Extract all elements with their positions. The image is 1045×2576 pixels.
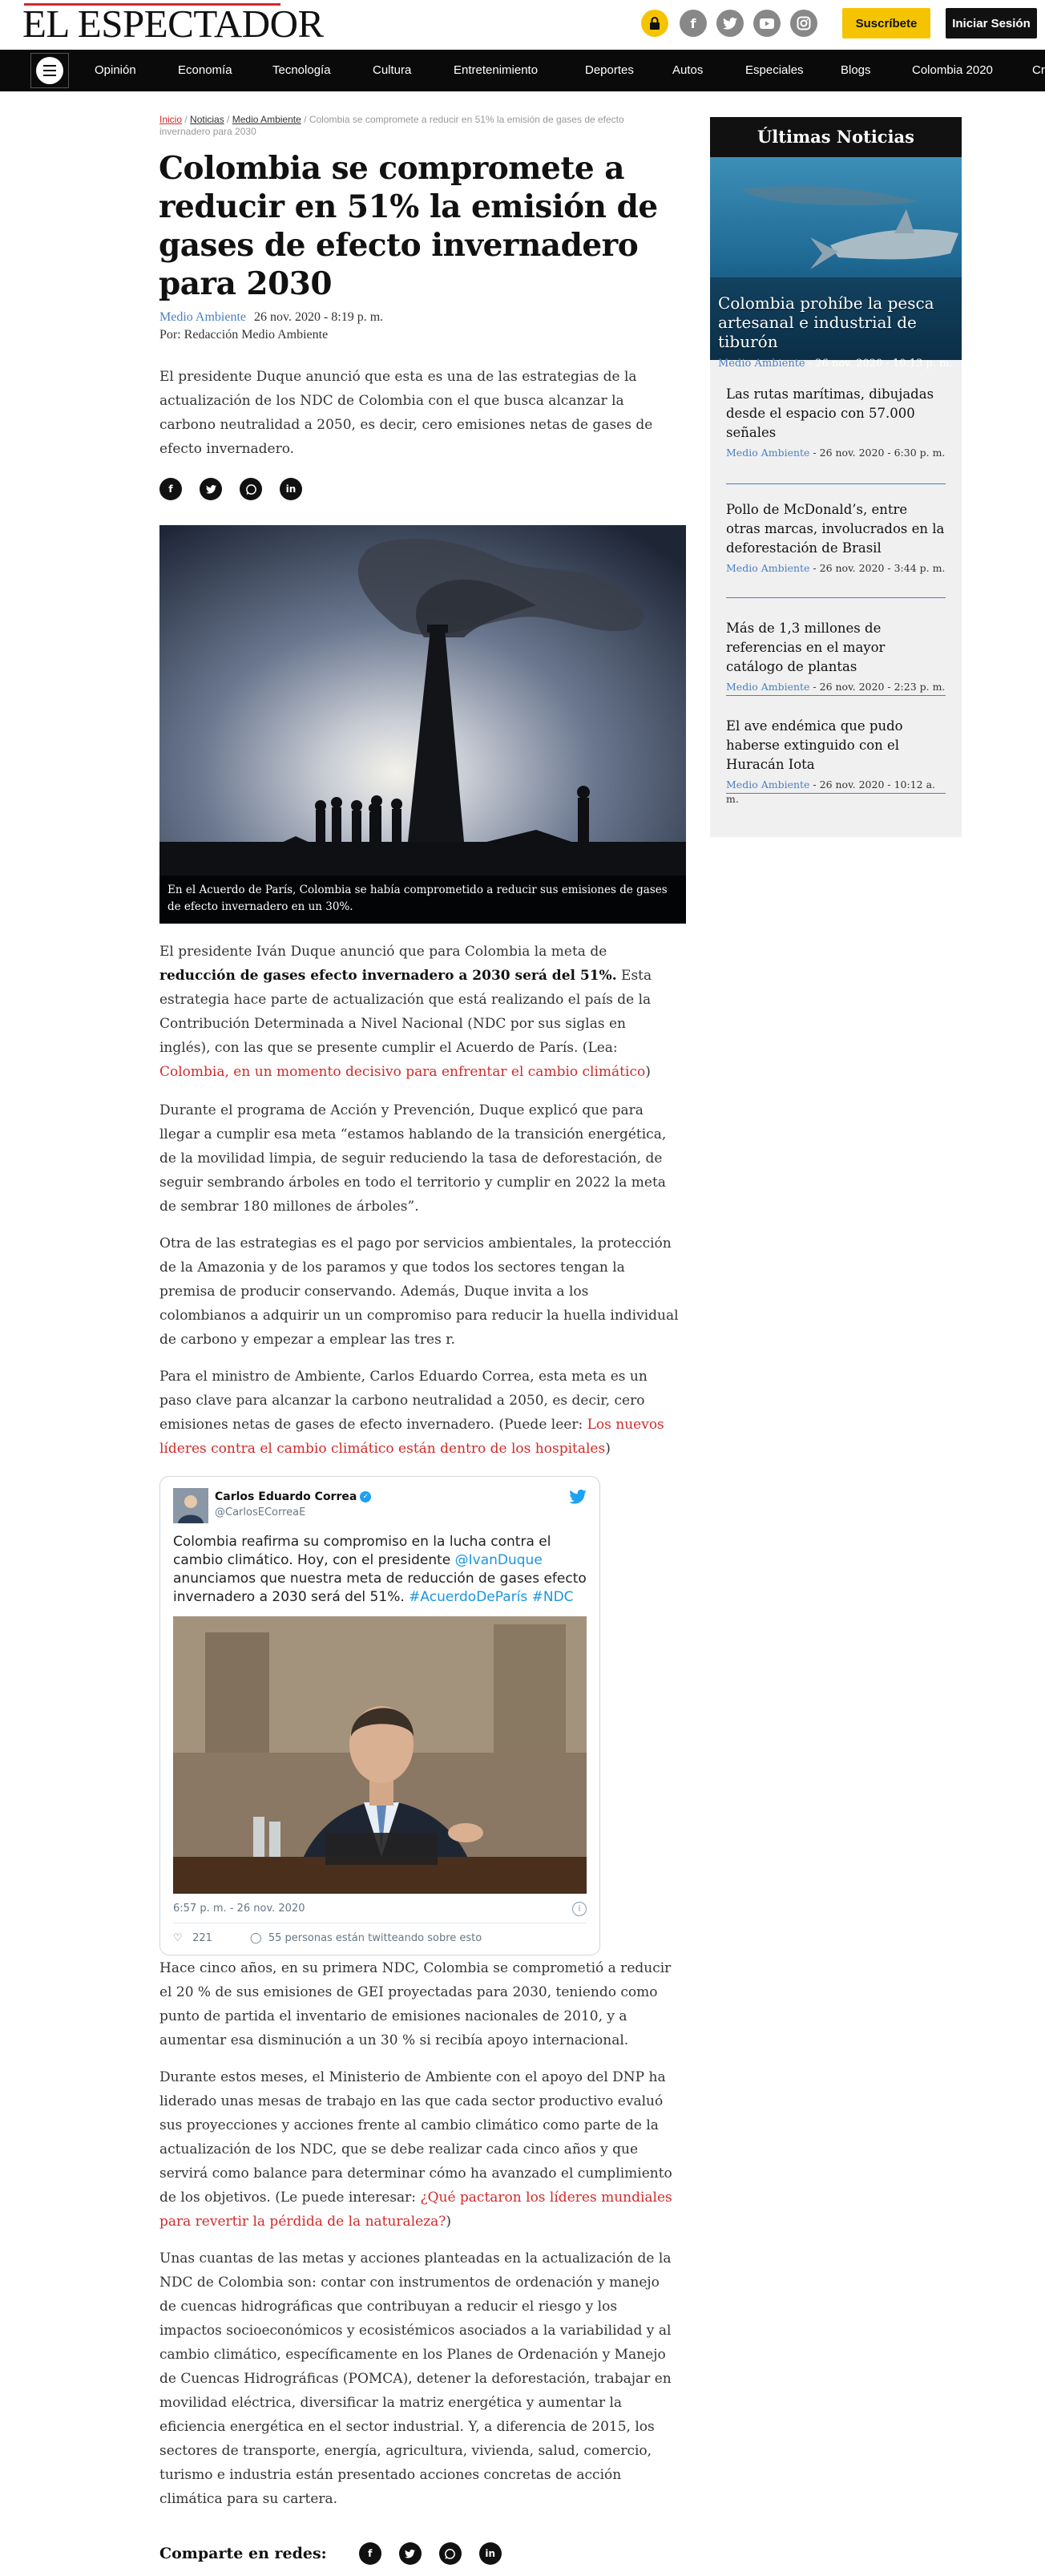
photo-caption: En el Acuerdo de París, Colombia se había comprometido a reducir sus emisiones de gases de efecto invernadero en un 30%.: [159, 876, 686, 924]
nav-item-entretenimiento[interactable]: Entretenimiento: [454, 63, 539, 77]
hamburger-icon: [36, 57, 63, 84]
article-paragraph: El presidente Iván Duque anunció que para Colombia la meta de reducción de gases efecto invernadero a 2030 será del 51%. Esta estrategia hace parte de actualización que está realizando el país de la Contribución Determinada a Nivel Nacional (NDC por sus siglas en inglés), con las que se presente cumplir el Acuerdo de París. (Lea: Colombia, en un momento decisivo para enfrentar el cambio climático): [159, 944, 652, 1080]
site-logo[interactable]: EL ESPECTADOR: [22, 2, 324, 46]
article-meta: [159, 310, 383, 325]
nav-item-tecnologia[interactable]: Tecnología: [272, 63, 331, 77]
instagram-icon[interactable]: [790, 10, 817, 37]
list-item[interactable]: [726, 385, 946, 484]
breadcrumb-current: Colombia se compromete a reducir en 51% la emisión de gases de efecto invernadero para 2030: [159, 114, 624, 137]
featured-story-meta: Medio Ambiente - 26 nov. 2020 - 10:13 p. m.: [718, 358, 953, 370]
share-whatsapp-icon[interactable]: [439, 2542, 462, 2565]
subscribe-button[interactable]: Suscríbete: [842, 8, 930, 38]
nav-item-overflow[interactable]: Cr: [1032, 63, 1045, 77]
share-linkedin-icon[interactable]: in: [479, 2542, 502, 2565]
share-linkedin-icon[interactable]: in: [280, 478, 302, 500]
nav-item-opinion[interactable]: Opinión: [95, 63, 136, 77]
list-item[interactable]: [726, 619, 946, 696]
news-item-title[interactable]: Más de 1,3 millones de referencias en el mayor catálogo de plantas: [726, 621, 886, 674]
embedded-tweet[interactable]: [159, 1476, 600, 1955]
tweet-text: Colombia reafirma su compromiso en la lucha contra el cambio climático. Hoy, con el presidente @IvanDuque anunciamos que nuestra meta de reducción de gases efecto invernadero a 2030 será del 51%. #AcuerdoDeParís #NDC: [173, 1534, 587, 1605]
news-item-title[interactable]: Pollo de McDonald’s, entre otras marcas, involucrados en la deforestación de Brasil: [726, 502, 945, 556]
latest-news-sidebar: [710, 117, 962, 837]
tweet-conversation-link[interactable]: ◯ 55 personas están twitteando sobre esto: [250, 1932, 482, 1944]
youtube-icon[interactable]: [753, 10, 781, 37]
article-section-link[interactable]: Medio Ambiente: [159, 310, 246, 324]
tweet-hashtag[interactable]: #AcuerdoDeParís: [409, 1589, 528, 1605]
share-row-bottom: [159, 2542, 519, 2565]
related-link[interactable]: Los nuevos líderes contra el cambio climático están dentro de los hospitales: [159, 1417, 664, 1457]
related-link[interactable]: ¿Qué pactaron los líderes mundiales para revertir la pérdida de la naturaleza?: [159, 2190, 672, 2230]
breadcrumb-medio-ambiente[interactable]: Medio Ambiente: [232, 114, 301, 125]
share-whatsapp-icon[interactable]: [240, 478, 262, 500]
share-twitter-icon[interactable]: [200, 478, 222, 500]
featured-story-title[interactable]: Colombia prohíbe la pesca artesanal e industrial de tiburón: [718, 293, 934, 351]
main-nav: [0, 50, 1045, 91]
breadcrumb-separator: /: [301, 114, 309, 125]
lock-icon[interactable]: [641, 10, 668, 37]
tweet-photo[interactable]: [173, 1616, 587, 1894]
article-paragraph: Durante estos meses, el Ministerio de Ambiente con el apoyo del DNP ha liderado unas mesas de trabajo en las que cada sector productivo evaluó sus proyecciones y acciones frente al cambio climático como parte de la actualización de los NDC, que se debe realizar cada cinco años y que servirá como balance para determinar cómo ha avanzado el cumplimiento de los objetivos. (Le puede interesar: ¿Qué pactaron los líderes mundiales para revertir la pérdida de la naturaleza?): [159, 2069, 672, 2230]
share-label: Comparte en redes:: [159, 2545, 327, 2562]
tweet-like-button[interactable]: [173, 1932, 212, 1944]
news-item-title[interactable]: Las rutas marítimas, dibujadas desde el espacio con 57.000 señales: [726, 386, 934, 440]
article-paragraph: Hace cinco años, en su primera NDC, Colombia se comprometió a reducir el 20 % de sus emisiones de GEI proyectadas para 2030, teniendo como punto de partida el inventario de emisiones nacionales de 2010, y a aumentar esa disminución a un 30 % si recibía apoyo internacional.: [159, 1960, 672, 2048]
article-date: 26 nov. 2020 - 8:19 p. m.: [253, 310, 384, 324]
menu-button[interactable]: [30, 53, 69, 88]
chimney-silhouette-image: [159, 525, 686, 924]
breadcrumb-separator: /: [182, 114, 191, 125]
article-title: Colombia se compromete a reducir en 51% la emisión de gases de efecto invernadero para 2030: [159, 150, 658, 302]
nav-item-autos[interactable]: Autos: [672, 63, 704, 77]
breadcrumb-noticias[interactable]: Noticias: [190, 114, 224, 125]
share-twitter-icon[interactable]: [399, 2542, 422, 2565]
twitter-icon[interactable]: [716, 10, 744, 37]
featured-story-section[interactable]: Medio Ambiente: [718, 358, 805, 370]
facebook-icon[interactable]: f: [680, 10, 707, 37]
news-item-meta: Medio Ambiente - 26 nov. 2020 - 2:23 p. m.: [726, 681, 946, 693]
speech-bubble-icon: ◯: [250, 1932, 262, 1944]
nav-item-especiales[interactable]: Especiales: [745, 63, 804, 77]
info-icon[interactable]: i: [572, 1902, 587, 1916]
related-link[interactable]: Colombia, en un momento decisivo para enfrentar el cambio climático: [159, 1064, 646, 1080]
article-paragraph: Durante el programa de Acción y Prevención, Duque explicó que para llegar a cumplir esa meta “estamos hablando de la transición energética, de la movilidad limpia, de seguir reduciendo la tasa de deforestación, de seguir sembrando árboles en todo el territorio y cumplir en 2022 la meta de sembrar 180 millones de árboles”.: [159, 1102, 667, 1215]
news-item-title[interactable]: El ave endémica que pudo haberse extinguido con el Huracán Iota: [726, 718, 903, 772]
news-item-meta: Medio Ambiente - 26 nov. 2020 - 6:30 p. m.: [726, 447, 946, 459]
breadcrumb: [159, 114, 656, 138]
sidebar-featured-story[interactable]: [710, 157, 962, 370]
tweet-hashtag[interactable]: #NDC: [531, 1589, 574, 1605]
share-facebook-icon[interactable]: f: [159, 478, 182, 500]
list-item[interactable]: [726, 717, 946, 805]
highlight-text: reducción de gases efecto invernadero a 2030 será del 51%.: [159, 968, 617, 984]
share-row-top: [159, 478, 320, 500]
news-item-meta: Medio Ambiente - 26 nov. 2020 - 10:12 a. m.: [726, 778, 936, 805]
article-author: Por: Redacción Medio Ambiente: [159, 328, 329, 342]
avatar[interactable]: [173, 1488, 208, 1523]
nav-item-colombia-2020[interactable]: Colombia 2020: [912, 63, 993, 77]
tweet-timestamp[interactable]: 6:57 p. m. - 26 nov. 2020: [173, 1903, 305, 1915]
login-button[interactable]: Iniciar Sesión: [946, 8, 1037, 38]
like-count: 221: [192, 1932, 212, 1944]
breadcrumb-separator: /: [224, 114, 232, 125]
verified-badge-icon: ✓: [360, 1491, 371, 1502]
nav-item-blogs[interactable]: Blogs: [841, 63, 871, 77]
news-item-meta: Medio Ambiente - 26 nov. 2020 - 3:44 p. m.: [726, 562, 946, 574]
nav-item-deportes[interactable]: Deportes: [585, 63, 634, 77]
nav-item-cultura[interactable]: Cultura: [373, 63, 412, 77]
breadcrumb-home[interactable]: Inicio: [159, 114, 183, 125]
tweet-author-handle[interactable]: @CarlosECorreaE: [215, 1506, 306, 1519]
hero-photo: [159, 525, 686, 924]
twitter-bird-icon[interactable]: [569, 1490, 587, 1507]
sidebar-heading: Últimas Noticias: [710, 117, 962, 157]
nav-item-economia[interactable]: Economía: [178, 63, 232, 77]
list-item[interactable]: [726, 500, 946, 598]
tweet-mention[interactable]: @IvanDuque: [454, 1552, 543, 1568]
tweet-author-name[interactable]: Carlos Eduardo Correa ✓: [215, 1490, 371, 1503]
share-facebook-icon[interactable]: f: [359, 2542, 381, 2565]
article-paragraph: Otra de las estrategias es el pago por servicios ambientales, la protección de la Amazonia y de los paramos y que todos los sectores tengan la premisa de producir conservando. Además, Duque invita a los colombianos a adquirir un un compromiso para reducir la huella individual de carbono y empezar a emplear las tres r.: [159, 1235, 679, 1348]
article-lead: El presidente Duque anunció que esta es una de las estrategias de la actualización de los NDC de Colombia con el que busca alcanzar la carbono neutralidad a 2050, es decir, cero emisiones netas de gases de efecto invernadero.: [159, 369, 653, 457]
top-header: [0, 0, 1045, 50]
heart-icon: ♡: [173, 1932, 183, 1944]
header-icons: [641, 10, 827, 37]
article-paragraph: Para el ministro de Ambiente, Carlos Eduardo Correa, esta meta es un paso clave para alcanzar la carbono neutralidad a 2050, es decir, cero emisiones netas de gases de efecto invernadero. (Puede leer: Los nuevos líderes contra el cambio climático están dentro de los hospitales): [159, 1369, 664, 1457]
article-paragraph: Unas cuantas de las metas y acciones planteadas en la actualización de la NDC de Colombia son: contar con instrumentos de ordenación y manejo de cuencas hidrográficas que contribuyan a reducir el riesgo y los impactos socioeconómicos y ecosistémicos asociados a la variabilidad y al cambio climático, específicamente en los Planes de Ordenación y Manejo de Cuencas Hidrográficas (POMCA), detener la deforestación, trabajar en movilidad eléctrica, diversificar la matriz energética y aumentar la eficiencia energética en el sector industrial. Y, a diferencia de 2015, los sectores de transporte, energía, agricultura, vivienda, salud, comercio, turismo e industria están presentado acciones concretas de acción climática para su cartera.: [159, 2250, 672, 2507]
